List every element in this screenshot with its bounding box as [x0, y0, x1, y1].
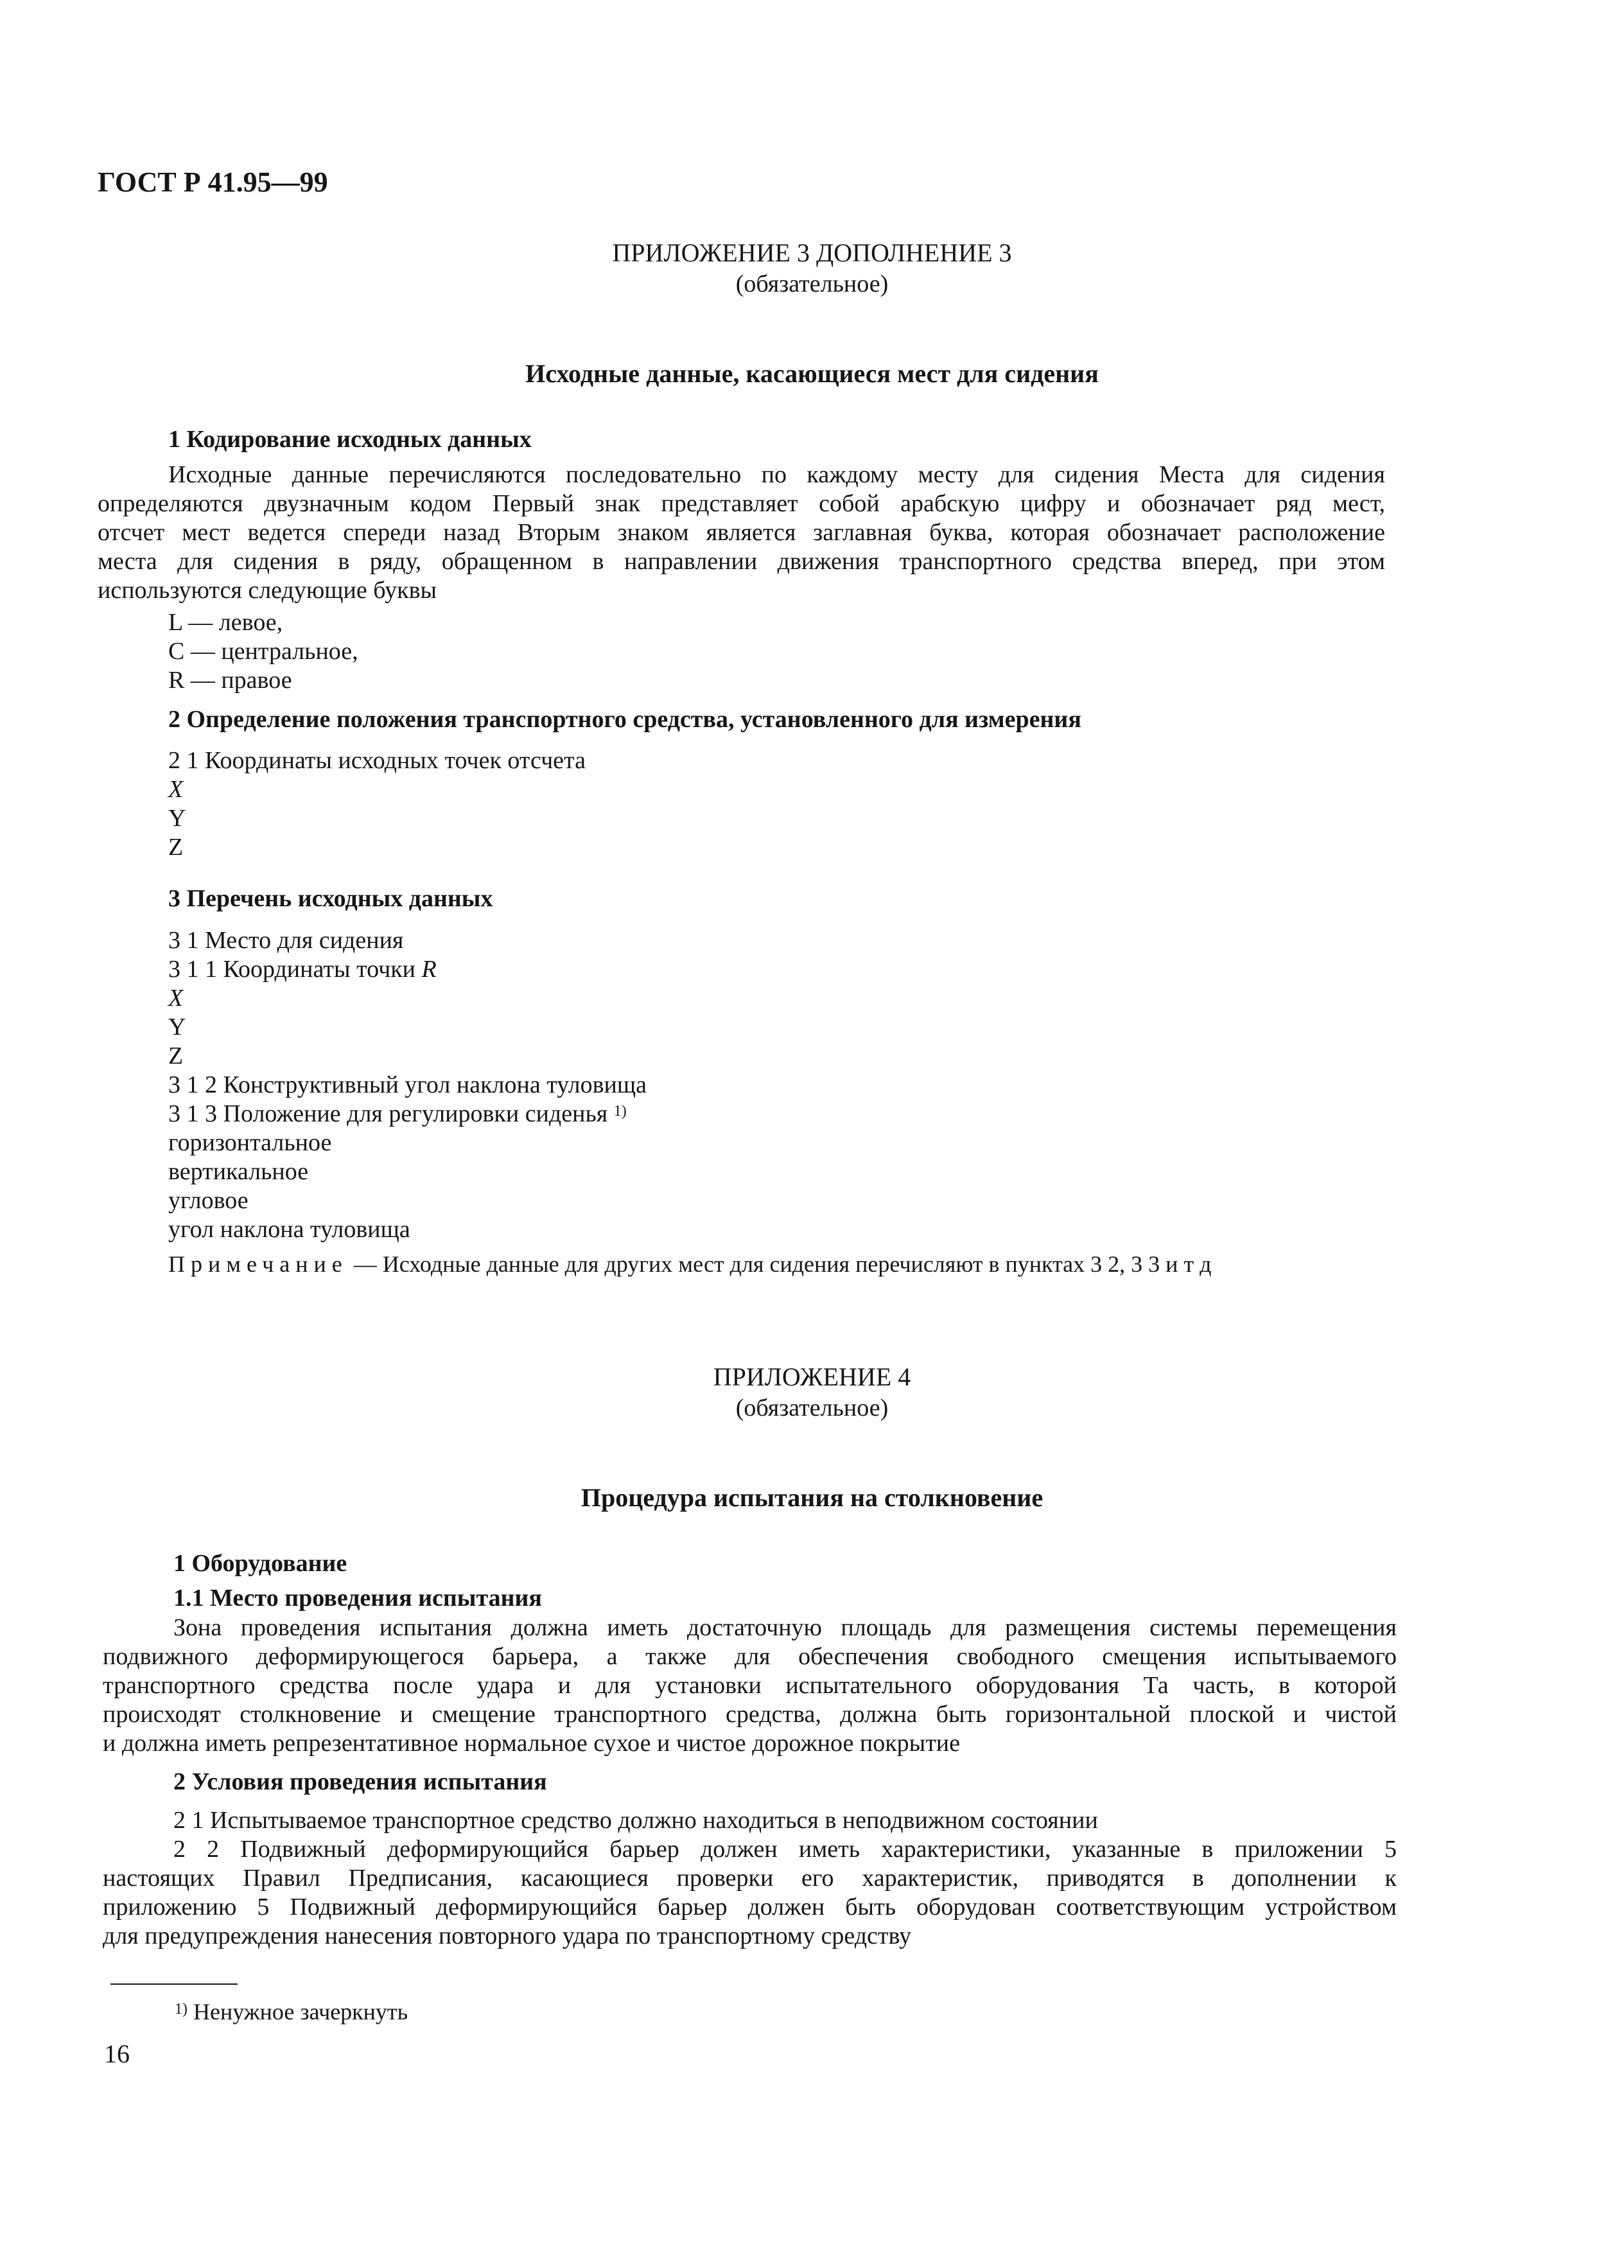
section-3-1-1 — [168, 955, 437, 983]
a4-s22-line-2: настоящих Правил Предписания, касающиеся проверки его характеристик, приводятся в дополнении к — [103, 1865, 1397, 1892]
position-horizontal: горизонтальное — [168, 1129, 332, 1156]
footnote-ref: 1) — [613, 1103, 627, 1120]
letter-r: R — правое — [168, 667, 292, 694]
appendix-3-title: ПРИЛОЖЕНИЕ 3 ДОПОЛНЕНИЕ 3 — [612, 238, 1012, 267]
section-3-1-2: 3 1 2 Конструктивный угол наклона туловища — [168, 1071, 647, 1098]
section-2-title: 2 Определение положения транспортного средства, установленного для измерения — [168, 706, 1081, 733]
a4-section-2-1: 2 1 Испытываемое транспортное средство должно находиться в неподвижном состоянии — [173, 1807, 1098, 1834]
a4-s11-line-3: транспортного средства после удара и для установки испытательного оборудования Та часть, в которой — [103, 1672, 1397, 1699]
appendix-4-title: ПРИЛОЖЕНИЕ 4 — [713, 1362, 911, 1391]
section-1-title: 1 Кодирование исходных данных — [168, 426, 532, 453]
note-text: — Исходные данные для других мест для сидения перечисляют в пунктах 3 2, 3 3 и т д — [347, 1251, 1212, 1277]
standard-code: ГОСТ Р 41.95—99 — [98, 166, 328, 198]
a4-s11-line-1: Зона проведения испытания должна иметь достаточную площадь для размещения системы перемещения — [173, 1614, 1397, 1641]
point-r: R — [421, 956, 437, 983]
a4-s22-line-3: приложению 5 Подвижный деформирующийся барьер должен быть оборудован соответствующим устройством — [103, 1894, 1397, 1921]
position-torso-angle: угол наклона туловища — [168, 1216, 410, 1243]
section-3-1-3-text: 3 1 3 Положение для регулировки сиденья — [168, 1100, 614, 1127]
a4-s11-line-5: и должна иметь репрезентативное нормальное сухое и чистое дорожное покрытие — [103, 1730, 961, 1757]
appendix-3-status: (обязательное) — [735, 270, 889, 297]
section-3-title: 3 Перечень исходных данных — [168, 885, 493, 912]
section-2-1: 2 1 Координаты исходных точек отсчета — [168, 747, 586, 774]
s1-line-4: места для сидения в ряду, обращенном в направлении движения транспортного средства вперед, при этом — [98, 548, 1385, 575]
a4-section-2-title: 2 Условия проведения испытания — [173, 1768, 547, 1795]
footnote-text: Ненужное зачеркнуть — [188, 1999, 408, 2025]
section-3-1: 3 1 Место для сидения — [168, 927, 404, 954]
letter-l: L — левое, — [168, 609, 283, 636]
appendix-4-heading: Процедура испытания на столкновение — [581, 1483, 1043, 1512]
a4-s11-line-2: подвижного деформирующегося барьера, а также для обеспечения свободного смещения испытываемого — [103, 1643, 1397, 1670]
appendix-4-status: (обязательное) — [735, 1394, 889, 1421]
s1-line-5: используются следующие буквы — [98, 577, 437, 604]
coord-y: Y — [168, 805, 186, 832]
appendix-3-heading: Исходные данные, касающиеся мест для сидения — [525, 359, 1099, 388]
note — [168, 1250, 1211, 1278]
a4-s22-line-1: 2 2 Подвижный деформирующийся барьер должен иметь характеристики, указанные в приложении 5 — [173, 1836, 1397, 1863]
coord-y-2: Y — [168, 1014, 186, 1041]
letter-c: C — центральное, — [168, 638, 358, 665]
section-3-1-1-text: 3 1 1 Координаты точки — [168, 956, 422, 983]
a4-s22-line-4: для предупреждения нанесения повторного удара по транспортному средству — [103, 1922, 912, 1949]
s1-line-3: отсчет мест ведется спереди назад Вторым знаком является заглавная буква, которая обозначает расположение — [98, 519, 1385, 546]
a4-s11-line-4: происходят столкновение и смещение транспортного средства, должна быть горизонтальной плоской и чистой — [103, 1701, 1397, 1728]
note-label: Примечание — [168, 1251, 348, 1277]
s1-line-1: Исходные данные перечисляются последовательно по каждому месту для сидения Места для сидения — [168, 461, 1385, 488]
coord-x-2: X — [168, 985, 184, 1012]
a4-section-1-1-title: 1.1 Место проведения испытания — [173, 1585, 542, 1612]
section-3-1-3 — [168, 1100, 627, 1128]
page-number: 16 — [104, 2039, 130, 2068]
position-vertical: вертикальное — [168, 1158, 309, 1185]
position-angular: угловое — [168, 1187, 249, 1214]
coord-z: Z — [168, 834, 184, 861]
a4-section-1-title: 1 Оборудование — [173, 1550, 347, 1577]
coord-z-2: Z — [168, 1042, 184, 1069]
coord-x: X — [168, 776, 184, 803]
s1-line-2: определяются двузначным кодом Первый знак представляет собой арабскую цифру и обозначает ряд мест, — [98, 490, 1385, 517]
footnote-rule — [110, 1983, 238, 1985]
footnote-marker: 1) — [175, 2001, 188, 2017]
footnote — [175, 1998, 408, 2026]
